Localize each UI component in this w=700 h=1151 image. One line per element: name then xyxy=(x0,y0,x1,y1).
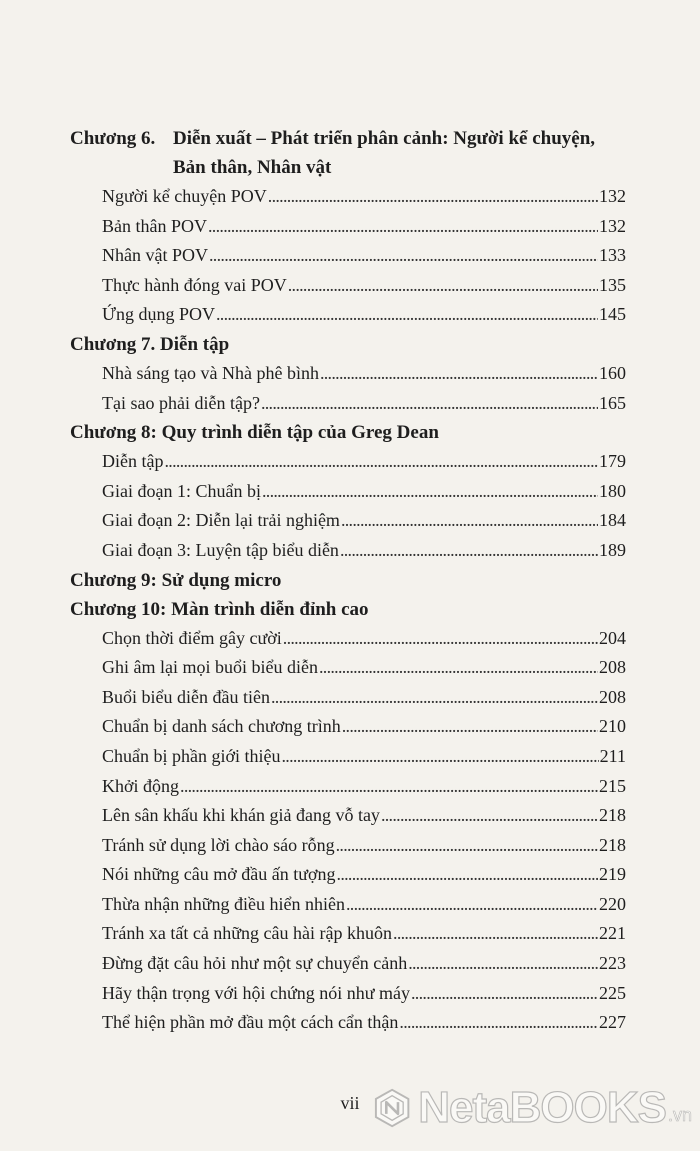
dot-leader xyxy=(283,624,598,654)
chapter-label: Chương 6. xyxy=(70,128,156,149)
entry-list xyxy=(70,624,626,1038)
dot-leader xyxy=(320,359,598,389)
chapter-heading xyxy=(70,595,626,624)
chapter-heading xyxy=(70,124,626,182)
dot-leader xyxy=(262,477,598,507)
chapter-title: Chương 7. Diễn tập xyxy=(70,333,230,355)
entry-title: Đừng đặt câu hỏi như một sự chuyển cảnh xyxy=(102,953,408,974)
entry-title: Nhà sáng tạo và Nhà phê bình xyxy=(102,362,319,383)
entry-page-number: 223 xyxy=(599,953,626,974)
entry-title: Hãy thận trọng với hội chứng nói như máy xyxy=(102,982,410,1003)
entry-page-number: 210 xyxy=(599,716,626,737)
dot-leader xyxy=(271,683,598,713)
chapter-heading xyxy=(70,566,626,595)
toc-entry xyxy=(70,683,626,713)
toc-entry xyxy=(70,241,626,271)
dot-leader xyxy=(411,979,598,1009)
table-of-contents xyxy=(70,124,626,1038)
dot-leader xyxy=(268,182,598,212)
entry-page-number: 179 xyxy=(599,451,626,472)
chapter-10 xyxy=(70,595,626,1038)
toc-entry xyxy=(70,212,626,242)
chapter-7 xyxy=(70,330,626,418)
dot-leader xyxy=(288,271,598,301)
toc-entry xyxy=(70,772,626,802)
entry-page-number: 215 xyxy=(599,775,626,796)
entry-page-number: 208 xyxy=(599,686,626,707)
entry-title: Diễn tập xyxy=(102,451,164,472)
chapter-heading xyxy=(70,418,626,447)
entry-page-number: 135 xyxy=(599,274,626,295)
entry-title: Giai đoạn 2: Diễn lại trải nghiệm xyxy=(102,510,340,531)
entry-title: Tránh xa tất cả những câu hài rập khuôn xyxy=(102,923,393,944)
dot-leader xyxy=(180,772,598,802)
dot-leader xyxy=(381,801,598,831)
entry-page-number: 184 xyxy=(599,510,626,531)
entry-title: Bản thân POV xyxy=(102,215,207,236)
entry-title: Thừa nhận những điều hiển nhiên xyxy=(102,893,345,914)
toc-entry xyxy=(70,801,626,831)
toc-entry xyxy=(70,506,626,536)
entry-page-number: 145 xyxy=(599,304,626,325)
entry-title: Tránh sử dụng lời chào sáo rỗng xyxy=(102,834,335,855)
chapter-8 xyxy=(70,418,626,565)
entry-title: Buổi biểu diễn đầu tiên xyxy=(102,686,270,707)
toc-entry xyxy=(70,477,626,507)
dot-leader xyxy=(261,389,598,419)
toc-entry xyxy=(70,624,626,654)
chapter-9 xyxy=(70,566,626,595)
watermark xyxy=(372,1072,692,1144)
toc-entry xyxy=(70,300,626,330)
entry-page-number: 225 xyxy=(599,982,626,1003)
entry-page-number: 211 xyxy=(599,745,626,766)
entry-title: Tại sao phải diễn tập? xyxy=(102,392,260,413)
dot-leader xyxy=(336,831,598,861)
watermark-brand: NetaBOOKS xyxy=(418,1083,666,1132)
toc-entry xyxy=(70,831,626,861)
chapter-title: Diễn xuất – Phát triển phân cảnh: Người kể chuyện, Bản thân, Nhân vật xyxy=(173,128,596,178)
dot-leader xyxy=(342,712,598,742)
toc-entry xyxy=(70,271,626,301)
entry-title: Chọn thời điểm gây cười xyxy=(102,627,282,648)
toc-entry xyxy=(70,653,626,683)
chapter-heading xyxy=(70,330,626,359)
dot-leader xyxy=(340,536,598,566)
toc-entry xyxy=(70,860,626,890)
toc-entry xyxy=(70,359,626,389)
entry-page-number: 165 xyxy=(599,392,626,413)
entry-title: Nói những câu mở đầu ấn tượng xyxy=(102,864,336,885)
entry-title: Giai đoạn 1: Chuẩn bị xyxy=(102,480,261,501)
entry-page-number: 132 xyxy=(599,186,626,206)
chapter-title: Chương 10: Màn trình diễn đỉnh cao xyxy=(70,598,369,620)
toc-entry xyxy=(70,447,626,477)
entry-page-number: 220 xyxy=(599,893,626,914)
dot-leader xyxy=(399,1008,598,1038)
entry-title: Lên sân khấu khi khán giả đang vỗ tay xyxy=(102,805,380,826)
toc-entry xyxy=(70,1008,626,1038)
chapter-6 xyxy=(70,124,626,330)
entry-title: Chuẩn bị phần giới thiệu xyxy=(102,745,281,766)
entry-title: Người kể chuyện POV xyxy=(102,186,267,206)
entry-title: Nhân vật POV xyxy=(102,245,208,266)
dot-leader xyxy=(282,742,599,772)
entry-list xyxy=(70,447,626,565)
entry-page-number: 221 xyxy=(599,923,626,944)
entry-title: Chuẩn bị danh sách chương trình xyxy=(102,716,341,737)
toc-entry xyxy=(70,389,626,419)
entry-page-number: 133 xyxy=(599,245,626,266)
toc-entry xyxy=(70,536,626,566)
entry-page-number: 219 xyxy=(599,864,626,885)
entry-title: Thể hiện phần mở đầu một cách cẩn thận xyxy=(102,1012,399,1033)
page-number: vii xyxy=(340,1093,360,1113)
dot-leader xyxy=(346,890,598,920)
dot-leader xyxy=(319,653,598,683)
dot-leader xyxy=(341,506,598,536)
entry-list xyxy=(70,182,626,330)
toc-entry xyxy=(70,890,626,920)
toc-entry xyxy=(70,919,626,949)
dot-leader xyxy=(209,241,598,271)
entry-title: Thực hành đóng vai POV xyxy=(102,274,287,295)
entry-page-number: 132 xyxy=(599,215,626,236)
dot-leader xyxy=(216,300,598,330)
entry-page-number: 189 xyxy=(599,539,626,560)
chapter-title: Chương 8: Quy trình diễn tập của Greg Dean xyxy=(70,422,439,444)
toc-entry xyxy=(70,182,626,212)
entry-page-number: 227 xyxy=(599,1012,626,1033)
entry-page-number: 218 xyxy=(599,805,626,826)
toc-entry xyxy=(70,712,626,742)
entry-title: Khởi động xyxy=(102,775,180,796)
dot-leader xyxy=(337,860,598,890)
entry-title: Ghi âm lại mọi buổi biểu diễn xyxy=(102,657,318,678)
entry-title: Ứng dụng POV xyxy=(102,304,215,325)
entry-title: Giai đoạn 3: Luyện tập biểu diễn xyxy=(102,539,339,560)
dot-leader xyxy=(164,447,598,477)
toc-entry xyxy=(70,949,626,979)
entry-page-number: 204 xyxy=(599,627,626,648)
toc-entry xyxy=(70,742,626,772)
dot-leader xyxy=(208,212,598,242)
toc-entry xyxy=(70,979,626,1009)
chapter-title: Chương 9: Sử dụng micro xyxy=(70,569,282,591)
entry-page-number: 208 xyxy=(599,657,626,678)
dot-leader xyxy=(393,919,598,949)
watermark-suffix: .vn xyxy=(667,1105,692,1125)
entry-page-number: 160 xyxy=(599,362,626,383)
entry-page-number: 218 xyxy=(599,834,626,855)
entry-page-number: 180 xyxy=(599,480,626,501)
dot-leader xyxy=(408,949,598,979)
entry-list xyxy=(70,359,626,418)
netabooks-logo-icon xyxy=(372,1077,412,1139)
